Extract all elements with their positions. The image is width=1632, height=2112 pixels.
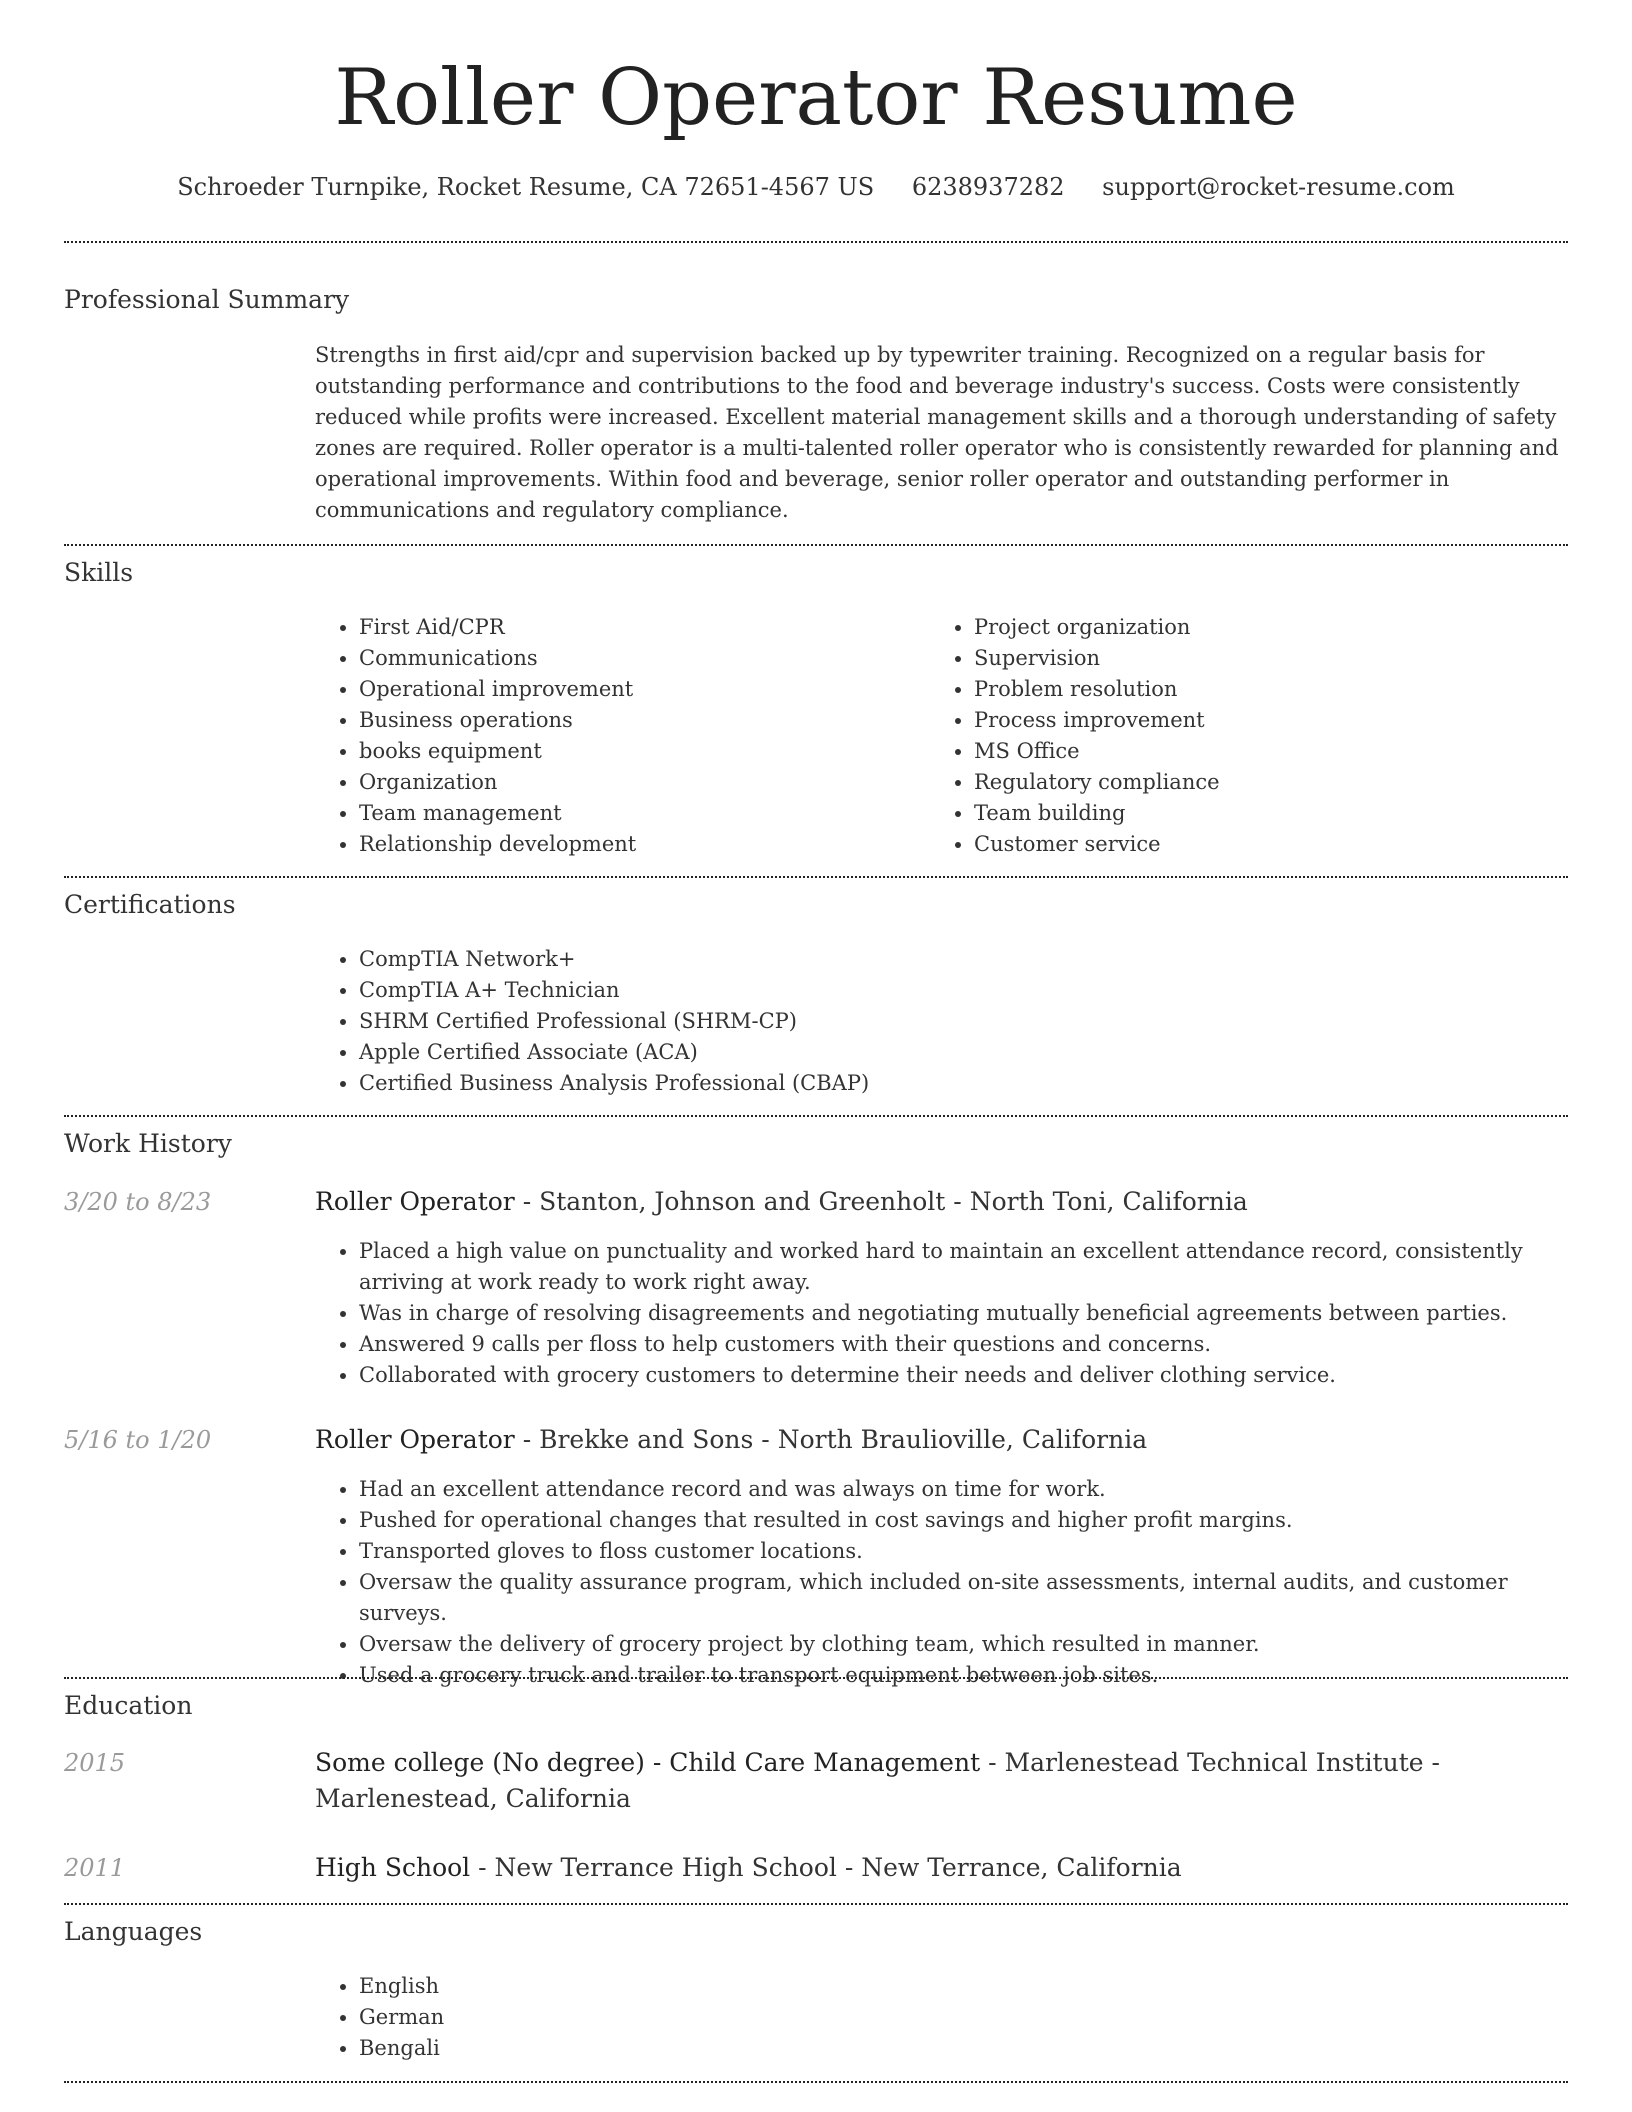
- skill-item: • Relationship development: [359, 829, 919, 860]
- contact-address: Schroeder Turnpike, Rocket Resume, CA 72651-4567 US: [177, 173, 875, 201]
- education-degree: Some college (No degree) - Child Care Management: [315, 1748, 981, 1777]
- divider: [64, 544, 1568, 546]
- skill-item: • Customer service: [974, 829, 1574, 860]
- job-location: North Braulioville, California: [777, 1425, 1148, 1454]
- skill-item: • Project organization: [974, 612, 1574, 643]
- divider: [64, 876, 1568, 878]
- summary-text: Strengths in first aid/cpr and supervision backed up by typewriter training. Recognized on a regular basis for outstanding performance and contributions to the food and beverage industry's success. Costs were consistently reduced while profits were increased. Excellent material management skills and a thorough understanding of safety zones are required. Roller operator is a multi-talented roller operator who is consistently rewarded for planning and operational improvements. Within food and beverage, senior roller operator and outstanding performer in communications and regulatory compliance.: [315, 343, 1559, 522]
- skill-item: • books equipment: [359, 736, 919, 767]
- job-bullet: • Had an excellent attendance record and was always on time for work.: [359, 1474, 1599, 1505]
- certifications-heading: Certifications: [64, 890, 236, 919]
- contact-email: support@rocket-resume.com: [1102, 173, 1455, 201]
- certification-item: • Apple Certified Associate (ACA): [359, 1037, 1559, 1068]
- education-entry: High School - New Terrance High School - New Terrance, California: [315, 1853, 1182, 1882]
- skill-item: • Team building: [974, 798, 1574, 829]
- certification-item: • SHRM Certified Professional (SHRM-CP): [359, 1006, 1559, 1037]
- education-school: Marlenestead Technical Institute: [1004, 1748, 1424, 1777]
- skill-item: • Organization: [359, 767, 919, 798]
- job-heading: Roller Operator - Stanton, Johnson and Greenholt - North Toni, California: [315, 1187, 1248, 1216]
- languages-list: [315, 1971, 959, 2064]
- job-title: Roller Operator: [315, 1425, 515, 1454]
- certification-item: • Certified Business Analysis Professional (CBAP): [359, 1068, 1559, 1099]
- divider: [64, 1903, 1568, 1905]
- job-bullet: • Used a grocery truck and trailer to transport equipment between job sites.: [359, 1660, 1599, 1691]
- job-dates: 3/20 to 8/23: [64, 1188, 212, 1216]
- job-bullet: • Pushed for operational changes that resulted in cost savings and higher profit margins.: [359, 1505, 1599, 1536]
- job-bullets: [315, 1236, 1589, 1391]
- job-bullets: [315, 1474, 1599, 1691]
- skill-item: • Team management: [359, 798, 919, 829]
- job-dates: 5/16 to 1/20: [64, 1426, 212, 1454]
- contact-phone: 6238937282: [911, 173, 1065, 201]
- job-bullet: • Oversaw the delivery of grocery project by clothing team, which resulted in manner.: [359, 1629, 1599, 1660]
- job-heading: Roller Operator - Brekke and Sons - North Braulioville, California: [315, 1425, 1148, 1454]
- skills-list-left: [315, 612, 919, 860]
- job-company: Stanton, Johnson and Greenholt: [539, 1187, 946, 1216]
- certification-item: • CompTIA Network+: [359, 944, 1559, 975]
- resume-title: Roller Operator Resume: [334, 53, 1298, 143]
- skill-item: • MS Office: [974, 736, 1574, 767]
- job-company: Brekke and Sons: [539, 1425, 754, 1454]
- education-heading: Education: [64, 1691, 193, 1720]
- job-title: Roller Operator: [315, 1187, 515, 1216]
- work-heading: Work History: [64, 1129, 232, 1158]
- skill-item: • Problem resolution: [974, 674, 1574, 705]
- certifications-list: [315, 944, 1559, 1099]
- language-item: • Bengali: [359, 2033, 959, 2064]
- education-year: 2015: [64, 1749, 126, 1777]
- education-entry: Some college (No degree) - Child Care Management - Marlenestead Technical Institute - Marlenestead, California: [315, 1748, 1440, 1813]
- skill-item: • Supervision: [974, 643, 1574, 674]
- skill-item: • Regulatory compliance: [974, 767, 1574, 798]
- skill-item: • Process improvement: [974, 705, 1574, 736]
- certification-item: • CompTIA A+ Technician: [359, 975, 1559, 1006]
- job-bullet: • Oversaw the quality assurance program, which included on-site assessments, internal audits, and customer surveys.: [359, 1567, 1599, 1629]
- divider: [64, 2081, 1568, 2083]
- contact-line: [0, 170, 1632, 204]
- education-degree: High School: [315, 1853, 471, 1882]
- job-bullet: • Transported gloves to floss customer locations.: [359, 1536, 1599, 1567]
- job-bullet: • Placed a high value on punctuality and worked hard to maintain an excellent attendance record, consistently arriving at work ready to work right away.: [359, 1236, 1589, 1298]
- education-location: New Terrance, California: [861, 1853, 1182, 1882]
- education-location: Marlenestead, California: [315, 1784, 631, 1813]
- skill-item: • Operational improvement: [359, 674, 919, 705]
- skill-item: • Communications: [359, 643, 919, 674]
- job-bullet: • Was in charge of resolving disagreements and negotiating mutually beneficial agreements between parties.: [359, 1298, 1589, 1329]
- language-item: • German: [359, 2002, 959, 2033]
- skills-heading: Skills: [64, 558, 134, 587]
- divider: [64, 241, 1568, 243]
- languages-heading: Languages: [64, 1917, 203, 1946]
- education-school: New Terrance High School: [494, 1853, 837, 1882]
- skill-item: • First Aid/CPR: [359, 612, 919, 643]
- education-year: 2011: [64, 1854, 126, 1882]
- skills-list-right: [930, 612, 1574, 860]
- job-location: North Toni, California: [969, 1187, 1248, 1216]
- job-bullet: • Answered 9 calls per floss to help customers with their questions and concerns.: [359, 1329, 1589, 1360]
- language-item: • English: [359, 1971, 959, 2002]
- summary-heading: Professional Summary: [64, 285, 350, 314]
- divider: [64, 1115, 1568, 1117]
- skill-item: • Business operations: [359, 705, 919, 736]
- divider: [64, 1677, 1568, 1679]
- job-bullet: • Collaborated with grocery customers to determine their needs and deliver clothing service.: [359, 1360, 1589, 1391]
